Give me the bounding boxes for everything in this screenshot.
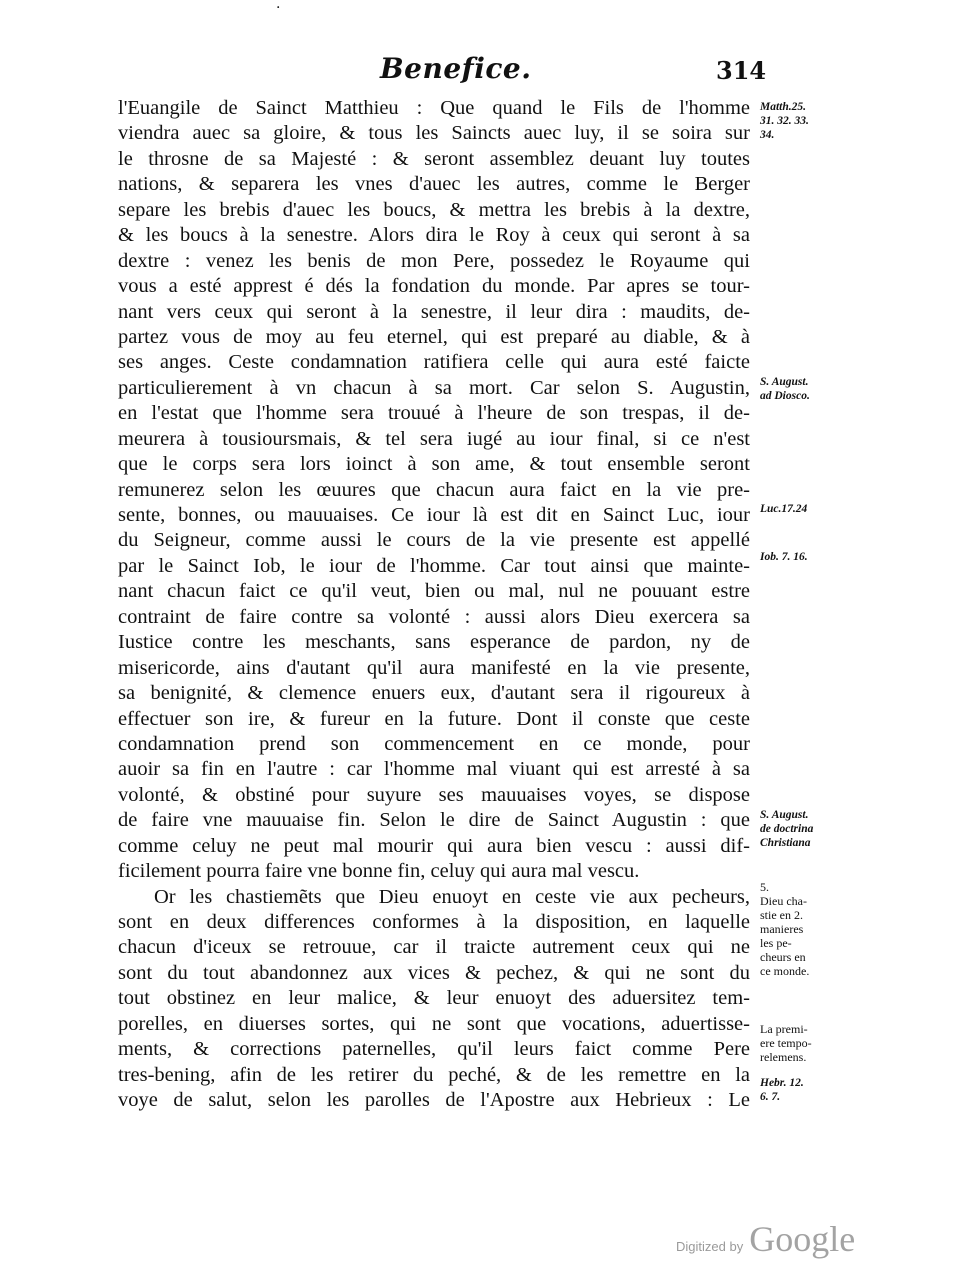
text-line: que le corps sera lors ioinct à son ame, & tout ensemble seront	[118, 453, 750, 476]
margin-note-first: La premi- ere tempo- relemens.	[760, 1022, 812, 1064]
text-line: nant vers ceux qui seront à la senestre, il leur dira : maudits, de-	[118, 300, 750, 323]
text-line: comme celuy ne peut mal mourir qui aura bien vescu : aussi dif-	[118, 834, 750, 857]
text-line: en l'estat que l'homme sera trouué à l'heure de son trespas, il de-	[118, 402, 750, 425]
margin-note-chastisement: 5. Dieu cha- stie en 2. manieres les pe- cheurs en ce monde.	[760, 880, 810, 978]
margin-note-matthew: Matth.25. 31. 32. 33. 34.	[760, 101, 809, 141]
page-number: 314	[716, 56, 767, 85]
text-line: sente, bonnes, ou mauuaises. Ce iour là est dit en Sainct Luc, iour	[118, 504, 750, 526]
text-line: Or les chastiemẽts que Dieu enuoyt en ceste vie aux pecheurs,	[154, 885, 750, 908]
text-line: ses anges. Ceste condamnation ratifiera celle qui aura esté faicte	[118, 351, 750, 374]
text-line: le throsne de sa Majesté : & seront assemblez deuant luy toutes	[118, 147, 750, 170]
text-line: sont en deux differences conformes à la disposition, en laquelle	[118, 911, 750, 933]
text-line: ficilement pourra faire vne bonne fin, celuy qui aura mal vescu.	[118, 860, 640, 883]
text-line: Iustice contre les meschants, sans esperance de pardon, ny de	[118, 631, 750, 654]
text-line: contraint de faire contre sa volonté : aussi alors Dieu exercera sa	[118, 605, 750, 628]
text-line: separe les brebis d'auec les boucs, & mettra les brebis à la dextre,	[118, 198, 750, 221]
text-line: l'Euangile de Sainct Matthieu : Que quand le Fils de l'homme	[118, 97, 750, 119]
text-line: par le Sainct Iob, le iour de l'homme. Car tout ainsi que mainte-	[118, 554, 750, 577]
text-line: effectuer son ire, & fureur en la future. Dont il conste que ceste	[118, 707, 750, 730]
text-line: particulierement à vn chacun à sa mort. Car selon S. Augustin,	[118, 376, 750, 399]
margin-note-luke: Luc.17.24	[760, 503, 808, 515]
running-head: Benefice.	[380, 52, 532, 85]
text-line: partez vous de moy au feu eternel, qui est preparé au diable, & à	[118, 325, 750, 348]
margin-note-job: Iob. 7. 16.	[760, 551, 808, 563]
text-line: meurera à tousioursmais, & tel sera iugé au iour final, si ce n'est	[118, 427, 750, 450]
text-line: tres-bening, afin de les retirer du peché, & de les remettre en la	[118, 1063, 750, 1086]
text-line: condamnation prend son commencement en ce monde, pour	[118, 732, 750, 755]
text-line: misericorde, ains d'autant qu'il aura manifesté en la vie presente,	[118, 656, 750, 679]
text-line: nant chacun faict ce qu'il veut, bien ou mal, nul ne pouuant estre	[118, 580, 750, 603]
text-line: dextre : venez les benis de mon Pere, possedez le Royaume qui	[118, 249, 750, 272]
text-line: volonté, & obstiné pour suyure ses mauuaises voyes, se dispose	[118, 783, 750, 806]
margin-note-hebrews: Hebr. 12. 6. 7.	[760, 1077, 804, 1103]
text-line: tout obstinez en leur malice, & leur enuoyt des aduersitez tem-	[118, 987, 750, 1010]
margin-note-augustin-doctrina: S. August. de doctrina Christiana	[760, 809, 814, 849]
text-line: remunerez selon les œuures que chacun aura faict en la vie pre-	[118, 478, 750, 501]
text-line: auoir sa fin en l'autre : car l'homme mal viuant qui est arresté à sa	[118, 758, 750, 781]
google-logo: Google	[749, 1219, 856, 1259]
watermark-prefix: Digitized by	[676, 1239, 744, 1254]
digitized-watermark	[676, 1218, 855, 1260]
margin-note-augustin: S. August. ad Dioscο.	[760, 376, 810, 402]
text-line: voye de salut, selon les parolles de l'Apostre aux Hebrieux : Le	[118, 1089, 750, 1112]
text-line: ments, & corrections paternelles, qu'il leurs faict comme Pere	[118, 1038, 750, 1061]
text-line: sont du tout abandonnez aux vices & pechez, & qui ne sont du	[118, 961, 750, 984]
top-mark: ·	[276, 0, 281, 16]
text-line: & les boucs à la senestre. Alors dira le Roy à ceux qui seront à sa	[118, 224, 750, 247]
text-line: viendra auec sa gloire, & tous les Saincts auec luy, il se soira sur	[118, 122, 750, 145]
text-line: nations, & separera les vnes d'auec les autres, comme le Berger	[118, 173, 750, 196]
text-line: vous a esté apprest é dés la fondation du monde. Par apres se tour-	[118, 275, 750, 298]
text-line: sa benignité, & clemence enuers eux, d'autant sera il rigoureux à	[118, 682, 750, 705]
text-line: chacun d'iceux se retrouue, car il traicte autrement ceux qui ne	[118, 936, 750, 959]
text-line: porelles, en diuerses sortes, qui ne sont que vocations, aduertisse-	[118, 1012, 750, 1035]
main-text	[118, 96, 750, 1114]
text-line: de faire vne mauuaise fin. Selon le dire de Sainct Augustin : que	[118, 809, 750, 832]
text-line: du Seigneur, comme aussi le cours de la vie presente est appellé	[118, 529, 750, 552]
